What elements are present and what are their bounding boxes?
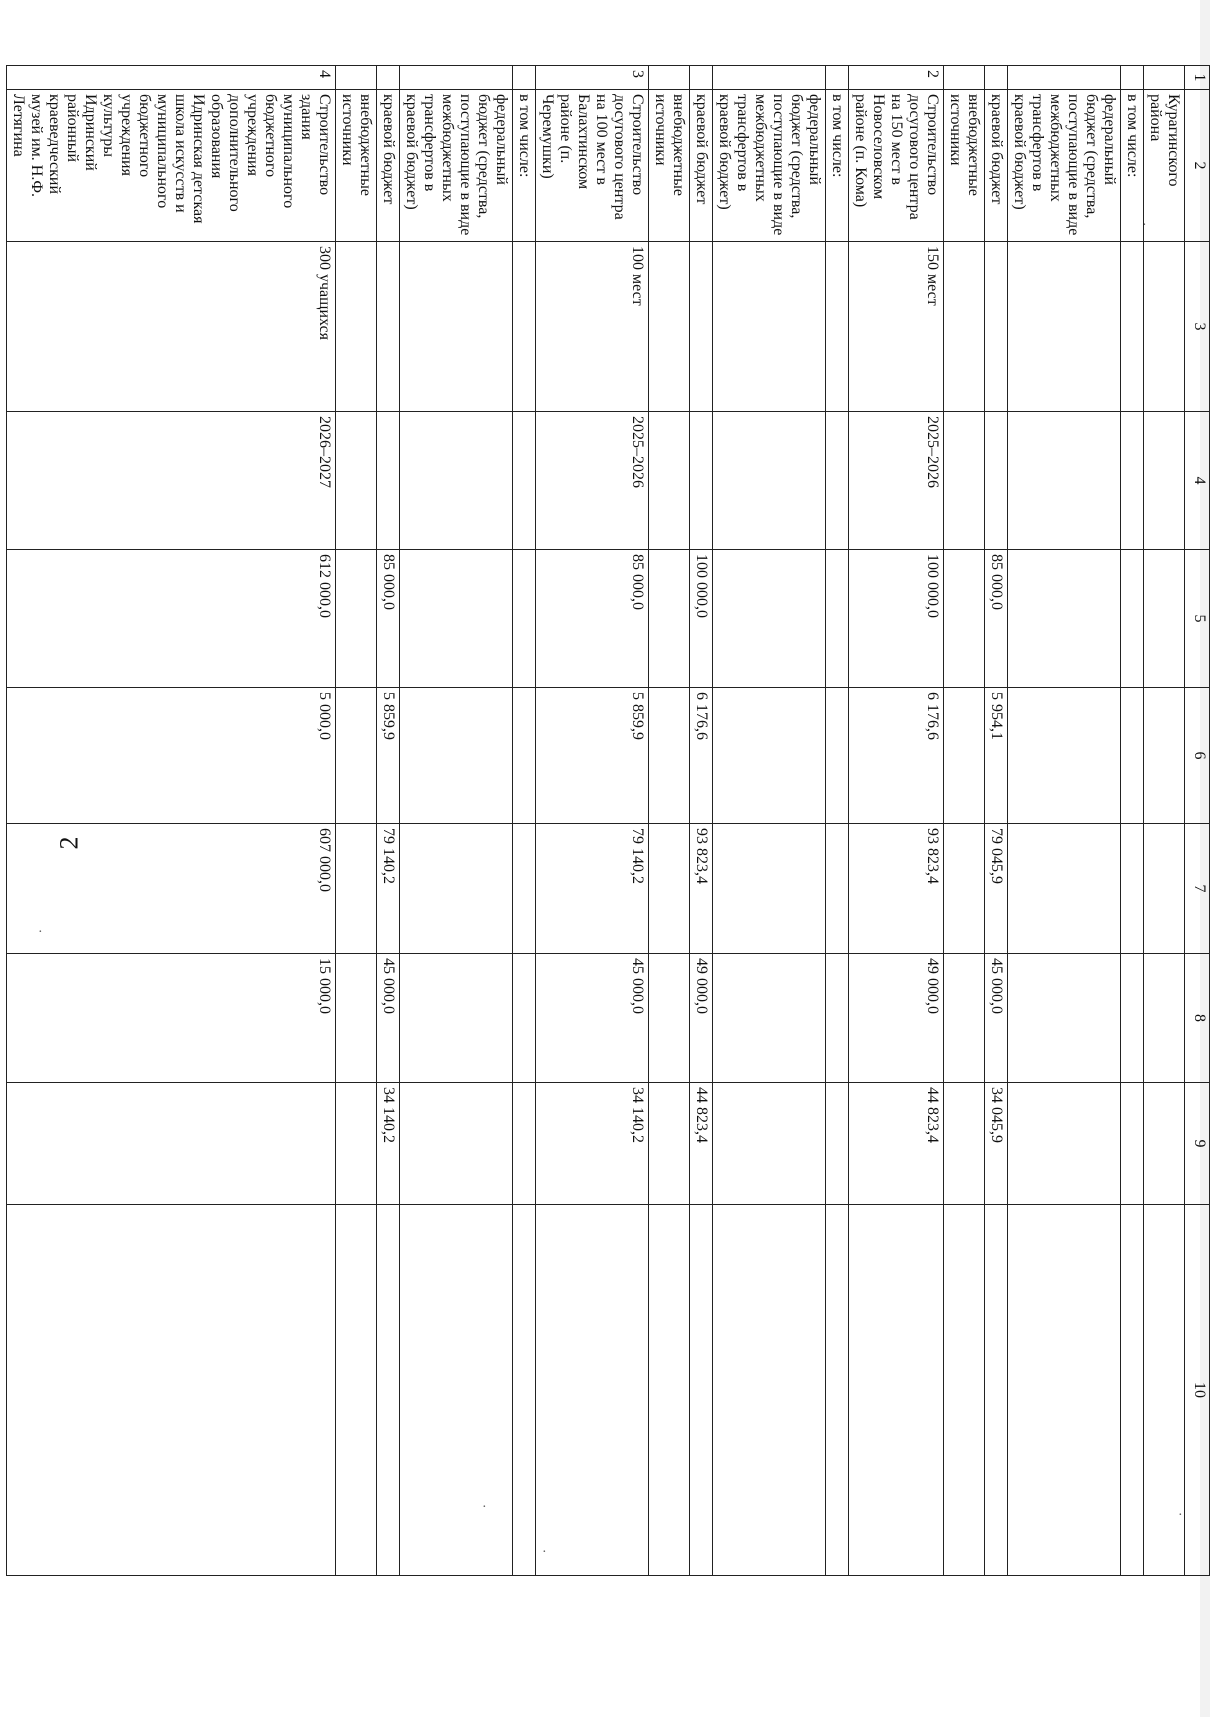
total-cost-cell: 85 000,0 xyxy=(377,550,400,688)
capacity-cell xyxy=(1144,242,1185,412)
capacity-cell xyxy=(713,242,826,412)
table-row xyxy=(985,66,1008,1576)
value-cell-6: 5 954,1 xyxy=(985,688,1008,824)
table-row xyxy=(713,66,826,1576)
row-number-cell xyxy=(377,66,400,90)
value-cell-8: 49 000,0 xyxy=(849,954,944,1083)
value-cell-7 xyxy=(1121,824,1144,954)
total-cost-cell: 85 000,0 xyxy=(985,550,1008,688)
value-cell-8: 49 000,0 xyxy=(690,954,713,1083)
row-number-cell xyxy=(336,66,377,90)
table-row xyxy=(1144,66,1185,1576)
total-cost-cell xyxy=(336,550,377,688)
row-number-cell xyxy=(985,66,1008,90)
row-number-cell xyxy=(1144,66,1185,90)
row-number-cell xyxy=(1121,66,1144,90)
name-cell: краевой бюджет xyxy=(690,90,713,242)
value-cell-10 xyxy=(513,1205,536,1576)
capacity-cell xyxy=(649,242,690,412)
row-number-cell xyxy=(1008,66,1121,90)
value-cell-9: 34 045,9 xyxy=(985,1083,1008,1205)
capacity-cell xyxy=(690,242,713,412)
total-cost-cell xyxy=(400,550,513,688)
value-cell-8 xyxy=(400,954,513,1083)
row-number-cell xyxy=(826,66,849,90)
value-cell-10 xyxy=(7,1205,336,1576)
capacity-cell xyxy=(400,242,513,412)
value-cell-9 xyxy=(400,1083,513,1205)
name-cell: внебюджетные источники xyxy=(336,90,377,242)
period-cell xyxy=(400,412,513,550)
column-header: 9 xyxy=(1185,1083,1210,1205)
table-row xyxy=(336,66,377,1576)
row-number-cell xyxy=(713,66,826,90)
row-number-cell: 2 xyxy=(849,66,944,90)
value-cell-6 xyxy=(649,688,690,824)
period-cell: 2026–2027 xyxy=(7,412,336,550)
column-header: 7 xyxy=(1185,824,1210,954)
value-cell-6 xyxy=(1008,688,1121,824)
total-cost-cell xyxy=(944,550,985,688)
table-body xyxy=(7,66,1185,1576)
capacity-cell: 150 мест xyxy=(849,242,944,412)
total-cost-cell xyxy=(1008,550,1121,688)
value-cell-6 xyxy=(336,688,377,824)
total-cost-cell: 612 000,0 xyxy=(7,550,336,688)
name-cell: федеральный бюджет (средства, поступающие в виде межбюджетных трансфертов в краевой бюджет) xyxy=(713,90,826,242)
budget-table xyxy=(6,65,1210,1576)
name-cell: федеральный бюджет (средства, поступающие в виде межбюджетных трансфертов в краевой бюджет) xyxy=(1008,90,1121,242)
value-cell-10 xyxy=(849,1205,944,1576)
value-cell-10 xyxy=(826,1205,849,1576)
name-cell: в том числе: xyxy=(1121,90,1144,242)
name-cell: Курагинского района xyxy=(1144,90,1185,242)
value-cell-7 xyxy=(649,824,690,954)
period-cell xyxy=(1144,412,1185,550)
value-cell-10 xyxy=(536,1205,649,1576)
value-cell-7 xyxy=(713,824,826,954)
value-cell-9: 44 823,4 xyxy=(849,1083,944,1205)
value-cell-9: 44 823,4 xyxy=(690,1083,713,1205)
value-cell-9 xyxy=(713,1083,826,1205)
value-cell-9: 34 140,2 xyxy=(536,1083,649,1205)
name-cell: Строительство досугового центра на 150 мест в Новоселовском районе (п. Кома) xyxy=(849,90,944,242)
total-cost-cell: 100 000,0 xyxy=(849,550,944,688)
value-cell-7 xyxy=(944,824,985,954)
value-cell-9 xyxy=(7,1083,336,1205)
value-cell-10 xyxy=(944,1205,985,1576)
table-row xyxy=(513,66,536,1576)
value-cell-8: 45 000,0 xyxy=(377,954,400,1083)
value-cell-8 xyxy=(513,954,536,1083)
value-cell-9 xyxy=(513,1083,536,1205)
value-cell-8 xyxy=(336,954,377,1083)
value-cell-10 xyxy=(400,1205,513,1576)
scan-speck: · xyxy=(482,1500,487,1515)
rotated-table-wrapper xyxy=(10,65,1210,1575)
value-cell-8 xyxy=(944,954,985,1083)
total-cost-cell xyxy=(1121,550,1144,688)
table-row xyxy=(1121,66,1144,1576)
table-row xyxy=(1008,66,1121,1576)
scan-speck: · xyxy=(38,925,43,940)
total-cost-cell: 85 000,0 xyxy=(536,550,649,688)
period-cell xyxy=(1121,412,1144,550)
page-number: 2 xyxy=(54,836,84,850)
value-cell-7 xyxy=(336,824,377,954)
scan-speck: · xyxy=(1142,218,1147,233)
value-cell-9 xyxy=(1008,1083,1121,1205)
value-cell-6 xyxy=(713,688,826,824)
period-cell xyxy=(690,412,713,550)
row-number-cell xyxy=(690,66,713,90)
value-cell-9 xyxy=(649,1083,690,1205)
value-cell-10 xyxy=(1144,1205,1185,1576)
value-cell-8 xyxy=(826,954,849,1083)
value-cell-8 xyxy=(1121,954,1144,1083)
value-cell-6: 5 859,9 xyxy=(377,688,400,824)
scan-speck: · xyxy=(542,1545,547,1560)
capacity-cell xyxy=(377,242,400,412)
table-row xyxy=(400,66,513,1576)
value-cell-8 xyxy=(713,954,826,1083)
value-cell-10 xyxy=(713,1205,826,1576)
name-cell: в том числе: xyxy=(513,90,536,242)
value-cell-7: 79 045,9 xyxy=(985,824,1008,954)
value-cell-10 xyxy=(1008,1205,1121,1576)
column-header: 4 xyxy=(1185,412,1210,550)
total-cost-cell: 100 000,0 xyxy=(690,550,713,688)
name-cell: краевой бюджет xyxy=(377,90,400,242)
table-header-row xyxy=(1185,66,1210,1576)
table-row xyxy=(944,66,985,1576)
column-header: 1 xyxy=(1185,66,1210,90)
period-cell xyxy=(336,412,377,550)
row-number-cell: 3 xyxy=(536,66,649,90)
value-cell-9 xyxy=(1144,1083,1185,1205)
capacity-cell xyxy=(336,242,377,412)
capacity-cell xyxy=(513,242,536,412)
name-cell: краевой бюджет xyxy=(985,90,1008,242)
value-cell-6 xyxy=(513,688,536,824)
value-cell-10 xyxy=(985,1205,1008,1576)
value-cell-7 xyxy=(1008,824,1121,954)
table-row xyxy=(7,66,336,1576)
period-cell xyxy=(377,412,400,550)
period-cell xyxy=(713,412,826,550)
value-cell-6: 5 859,9 xyxy=(536,688,649,824)
period-cell xyxy=(944,412,985,550)
total-cost-cell xyxy=(826,550,849,688)
total-cost-cell xyxy=(649,550,690,688)
name-cell: внебюджетные источники xyxy=(944,90,985,242)
row-number-cell xyxy=(944,66,985,90)
table-row xyxy=(826,66,849,1576)
capacity-cell xyxy=(944,242,985,412)
value-cell-10 xyxy=(377,1205,400,1576)
capacity-cell: 100 мест xyxy=(536,242,649,412)
value-cell-9 xyxy=(336,1083,377,1205)
value-cell-7 xyxy=(400,824,513,954)
period-cell xyxy=(1008,412,1121,550)
value-cell-8: 45 000,0 xyxy=(985,954,1008,1083)
value-cell-7: 79 140,2 xyxy=(377,824,400,954)
table-row xyxy=(536,66,649,1576)
table-row xyxy=(849,66,944,1576)
value-cell-8: 15 000,0 xyxy=(7,954,336,1083)
period-cell xyxy=(826,412,849,550)
name-cell: Строительство здания муниципального бюджетного учреждения дополнительного образования Идринская детская школа искусств и муниципального бюджетного учреждения культуры Идринский районный краеведческий музей им. Н.Ф. Летягина xyxy=(7,90,336,242)
value-cell-8 xyxy=(649,954,690,1083)
value-cell-6 xyxy=(400,688,513,824)
name-cell: федеральный бюджет (средства, поступающие в виде межбюджетных трансфертов в краевой бюджет) xyxy=(400,90,513,242)
row-number-cell xyxy=(400,66,513,90)
value-cell-7: 607 000,0 xyxy=(7,824,336,954)
value-cell-6: 6 176,6 xyxy=(690,688,713,824)
value-cell-7: 93 823,4 xyxy=(690,824,713,954)
column-header: 6 xyxy=(1185,688,1210,824)
value-cell-7: 93 823,4 xyxy=(849,824,944,954)
capacity-cell xyxy=(985,242,1008,412)
value-cell-7 xyxy=(826,824,849,954)
period-cell: 2025–2026 xyxy=(849,412,944,550)
period-cell: 2025–2026 xyxy=(536,412,649,550)
value-cell-9 xyxy=(944,1083,985,1205)
capacity-cell xyxy=(1008,242,1121,412)
value-cell-8 xyxy=(1144,954,1185,1083)
total-cost-cell xyxy=(513,550,536,688)
period-cell xyxy=(649,412,690,550)
value-cell-6: 5 000,0 xyxy=(7,688,336,824)
value-cell-7: 79 140,2 xyxy=(536,824,649,954)
column-header: 2 xyxy=(1185,90,1210,242)
total-cost-cell xyxy=(1144,550,1185,688)
row-number-cell xyxy=(513,66,536,90)
total-cost-cell xyxy=(713,550,826,688)
column-header: 3 xyxy=(1185,242,1210,412)
value-cell-6 xyxy=(944,688,985,824)
value-cell-10 xyxy=(649,1205,690,1576)
capacity-cell: 300 учащихся xyxy=(7,242,336,412)
table-row xyxy=(649,66,690,1576)
value-cell-6 xyxy=(1121,688,1144,824)
value-cell-10 xyxy=(336,1205,377,1576)
row-number-cell xyxy=(649,66,690,90)
scan-speck: · xyxy=(1178,1508,1183,1523)
value-cell-6 xyxy=(1144,688,1185,824)
capacity-cell xyxy=(1121,242,1144,412)
name-cell: в том числе: xyxy=(826,90,849,242)
column-header: 8 xyxy=(1185,954,1210,1083)
name-cell: Строительство досугового центра на 100 мест в Балахтинском районе (п. Черемушки) xyxy=(536,90,649,242)
value-cell-9 xyxy=(826,1083,849,1205)
table-row xyxy=(377,66,400,1576)
value-cell-9 xyxy=(1121,1083,1144,1205)
column-header: 5 xyxy=(1185,550,1210,688)
value-cell-7 xyxy=(1144,824,1185,954)
value-cell-9: 34 140,2 xyxy=(377,1083,400,1205)
value-cell-6: 6 176,6 xyxy=(849,688,944,824)
name-cell: внебюджетные источники xyxy=(649,90,690,242)
table-row xyxy=(690,66,713,1576)
value-cell-8: 45 000,0 xyxy=(536,954,649,1083)
value-cell-6 xyxy=(826,688,849,824)
period-cell xyxy=(985,412,1008,550)
capacity-cell xyxy=(826,242,849,412)
value-cell-8 xyxy=(1008,954,1121,1083)
value-cell-7 xyxy=(513,824,536,954)
value-cell-10 xyxy=(690,1205,713,1576)
period-cell xyxy=(513,412,536,550)
column-header: 10 xyxy=(1185,1205,1210,1576)
row-number-cell: 4 xyxy=(7,66,336,90)
value-cell-10 xyxy=(1121,1205,1144,1576)
